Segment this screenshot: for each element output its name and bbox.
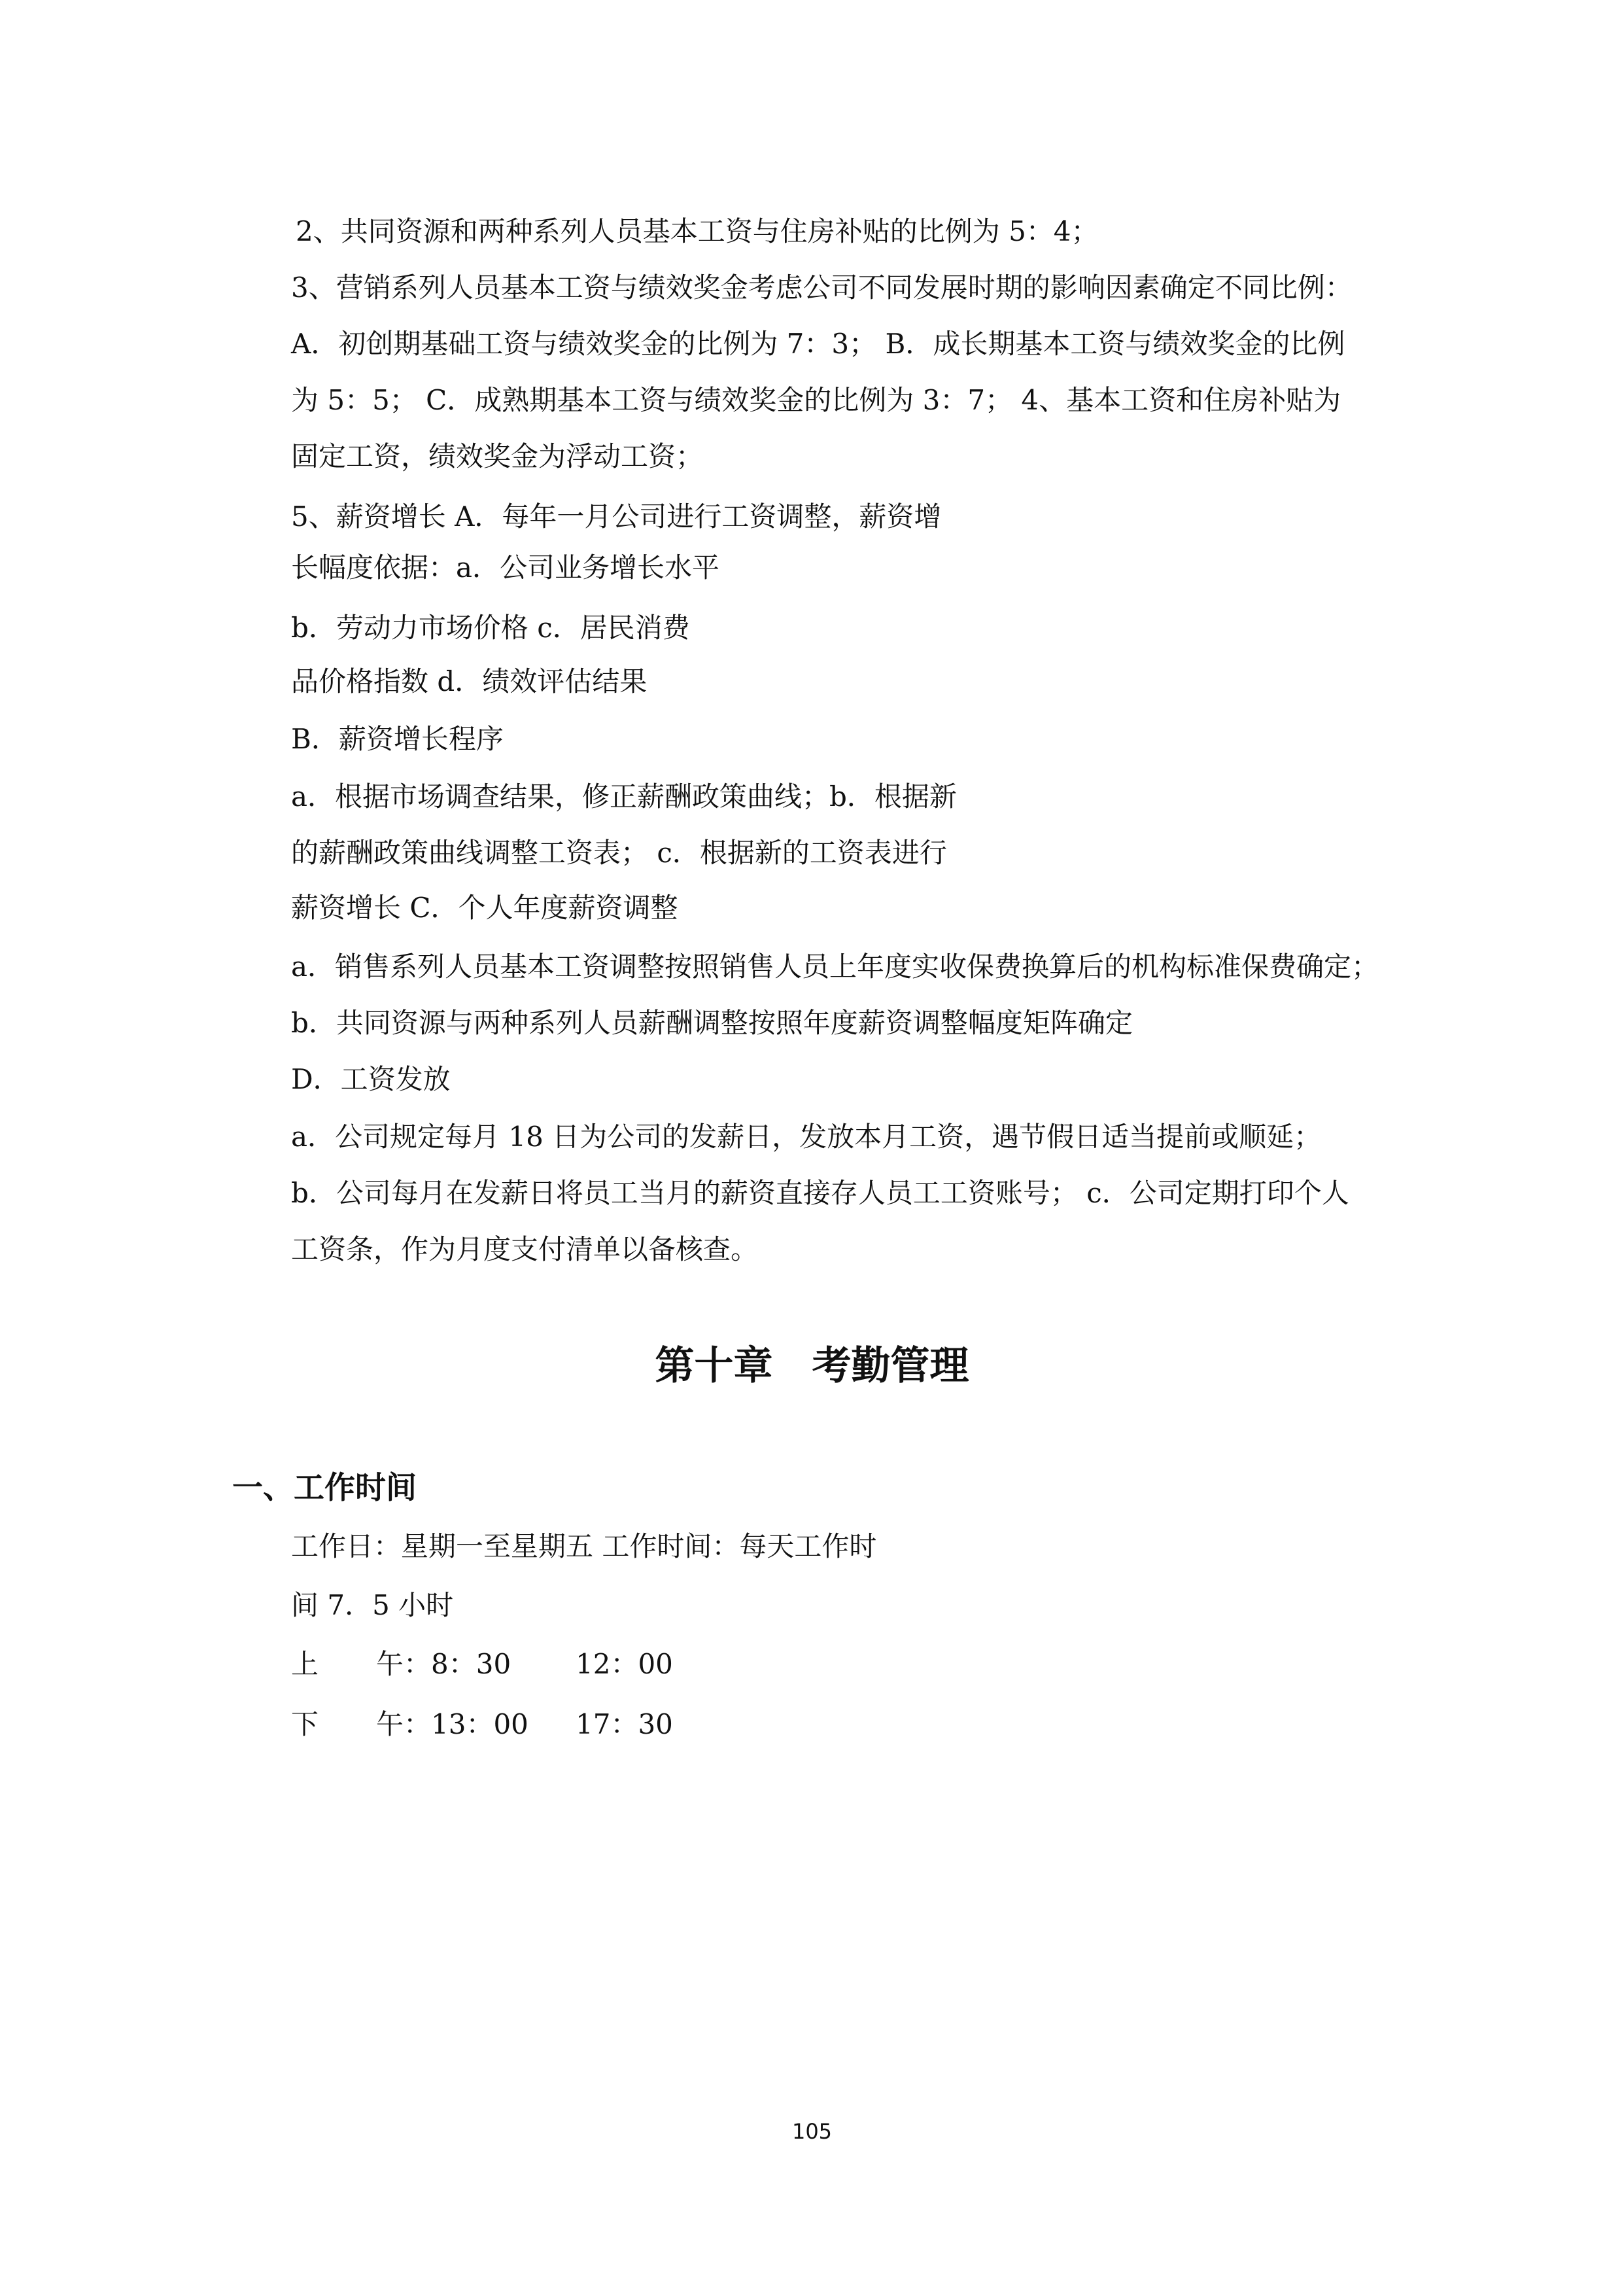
paragraph-line: 薪资增长 C．个人年度薪资调整	[291, 892, 678, 924]
paragraph-line: a．公司规定每月 18 日为公司的发薪日，发放本月工资，遇节假日适当提前或顺延；	[291, 1121, 1322, 1153]
paragraph-line: b．公司每月在发薪日将员工当月的薪资直接存人员工工资账号； c．公司定期打印个人	[291, 1177, 1349, 1209]
chapter-title: 第十章 考勤管理	[655, 1343, 969, 1389]
paragraph-line: b．共同资源与两种系列人员薪酬调整按照年度薪资调整幅度矩阵确定	[291, 1007, 1133, 1039]
section-title: 一、工作时间	[232, 1470, 417, 1506]
paragraph-line: 2、共同资源和两种系列人员基本工资与住房补贴的比例为 5：4；	[296, 215, 1099, 247]
schedule-label: 上	[291, 1648, 319, 1680]
paragraph-line: D．工资发放	[291, 1063, 451, 1095]
paragraph-line: 3、营销系列人员基本工资与绩效奖金考虑公司不同发展时期的影响因素确定不同比例：	[291, 272, 1353, 304]
work-line: 工作日：星期一至星期五 工作时间：每天工作时	[291, 1530, 877, 1562]
schedule-label: 下	[291, 1708, 319, 1740]
paragraph-line: B．薪资增长程序	[291, 723, 504, 755]
schedule-start: 午：8：30	[376, 1648, 511, 1680]
work-line: 间 7．5 小时	[291, 1589, 454, 1621]
schedule-start: 午：13：00	[376, 1708, 528, 1740]
paragraph-line: b．劳动力市场价格 c．居民消费	[291, 612, 690, 644]
paragraph-line: 5、薪资增长 A．每年一月公司进行工资调整，薪资增	[291, 500, 942, 533]
paragraph-line: A．初创期基础工资与绩效奖金的比例为 7：3； B．成长期基本工资与绩效奖金的比例	[291, 328, 1345, 360]
paragraph-line: 固定工资，绩效奖金为浮动工资；	[291, 440, 704, 472]
paragraph-line: a．根据市场调查结果，修正薪酬政策曲线；b．根据新	[291, 780, 957, 813]
paragraph-line: 工资条，作为月度支付清单以备核查。	[291, 1233, 759, 1265]
paragraph-line: 长幅度依据：a．公司业务增长水平	[291, 552, 720, 584]
paragraph-line: 为 5：5； C．成熟期基本工资与绩效奖金的比例为 3：7； 4、基本工资和住房补贴为	[291, 384, 1341, 416]
page-number: 105	[791, 2119, 833, 2144]
paragraph-line: 的薪酬政策曲线调整工资表； c．根据新的工资表进行	[291, 837, 947, 869]
schedule-end: 17：30	[576, 1708, 673, 1740]
schedule-end: 12：00	[576, 1648, 673, 1680]
paragraph-line: a．销售系列人员基本工资调整按照销售人员上年度实收保费换算后的机构标准保费确定；	[291, 951, 1379, 983]
paragraph-line: 品价格指数 d．绩效评估结果	[291, 665, 648, 697]
